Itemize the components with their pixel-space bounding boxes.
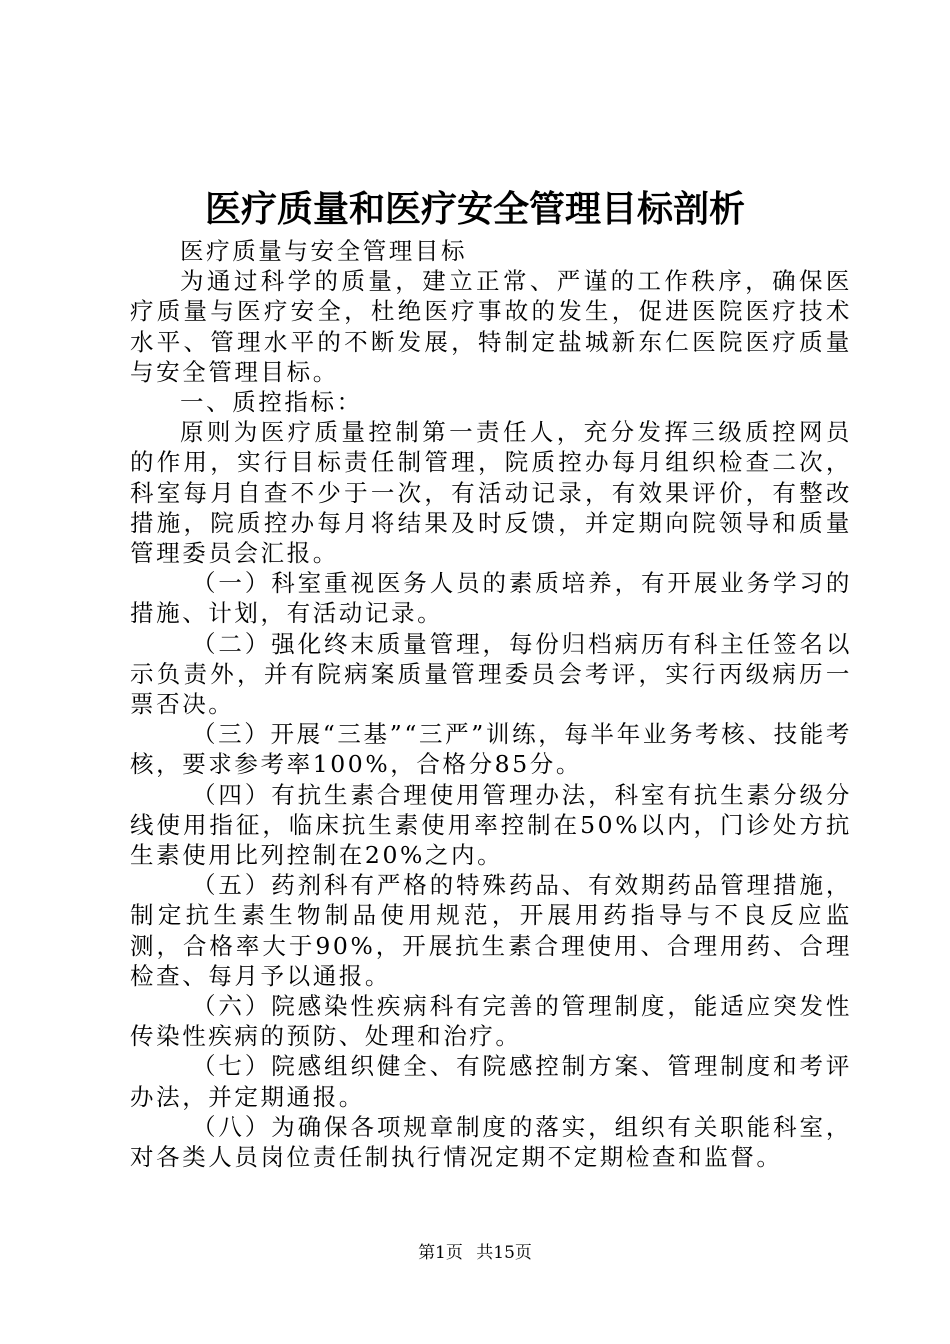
subtitle-paragraph: 医疗质量与安全管理目标 [180,237,468,265]
item-6-paragraph: （六）院感染性疾病科有完善的管理制度，能适应突发性传染性疾病的预防、处理和治疗。 [130,992,852,1051]
item-7-paragraph: （七）院感组织健全、有院感控制方案、管理制度和考评办法，并定期通报。 [130,1052,852,1111]
page-number: 第1页 [418,1243,463,1263]
page-total: 共15页 [476,1243,532,1263]
intro-paragraph: 为通过科学的质量，建立正常、严谨的工作秩序，确保医疗质量与医疗安全，杜绝医疗事故的发生，促进医院医疗技术水平、管理水平的不断发展，特制定盐城新东仁医院医疗质量与安全管理目标。 [130,267,852,386]
document-title: 医疗质量和医疗安全管理目标剖析 [204,188,745,230]
document-body [130,236,852,1172]
page-footer [0,1242,950,1264]
item-1-paragraph: （一）科室重视医务人员的素质培养，有开展业务学习的措施、计划，有活动记录。 [130,569,852,628]
item-3-paragraph: （三）开展“三基”“三严”训练，每半年业务考核、技能考核，要求参考率100%，合格分85分。 [130,720,852,779]
item-5-paragraph: （五）药剂科有严格的特殊药品、有效期药品管理措施，制定抗生素生物制品使用规范，开展用药指导与不良反应监测，合格率大于90%，开展抗生素合理使用、合理用药、合理检查、每月予以通报。 [130,871,852,990]
item-4-paragraph: （四）有抗生素合理使用管理办法，科室有抗生素分级分线使用指征，临床抗生素使用率控制在50%以内，门诊处方抗生素使用比列控制在20%之内。 [130,780,852,870]
section-heading: 一、质控指标： [180,388,363,417]
item-8-paragraph: （八）为确保各项规章制度的落实，组织有关职能科室，对各类人员岗位责任制执行情况定期不定期检查和监督。 [130,1112,852,1172]
item-2-paragraph: （二）强化终末质量管理，每份归档病历有科主任签名以示负责外，并有院病案质量管理委员会考评，实行丙级病历一票否决。 [130,629,852,719]
principle-paragraph: 原则为医疗质量控制第一责任人，充分发挥三级质控网员的作用，实行目标责任制管理，院质控办每月组织检查二次，科室每月自查不少于一次，有活动记录，有效果评价，有整改措施，院质控办每月将结果及时反馈，并定期向院领导和质量管理委员会汇报。 [130,418,852,568]
